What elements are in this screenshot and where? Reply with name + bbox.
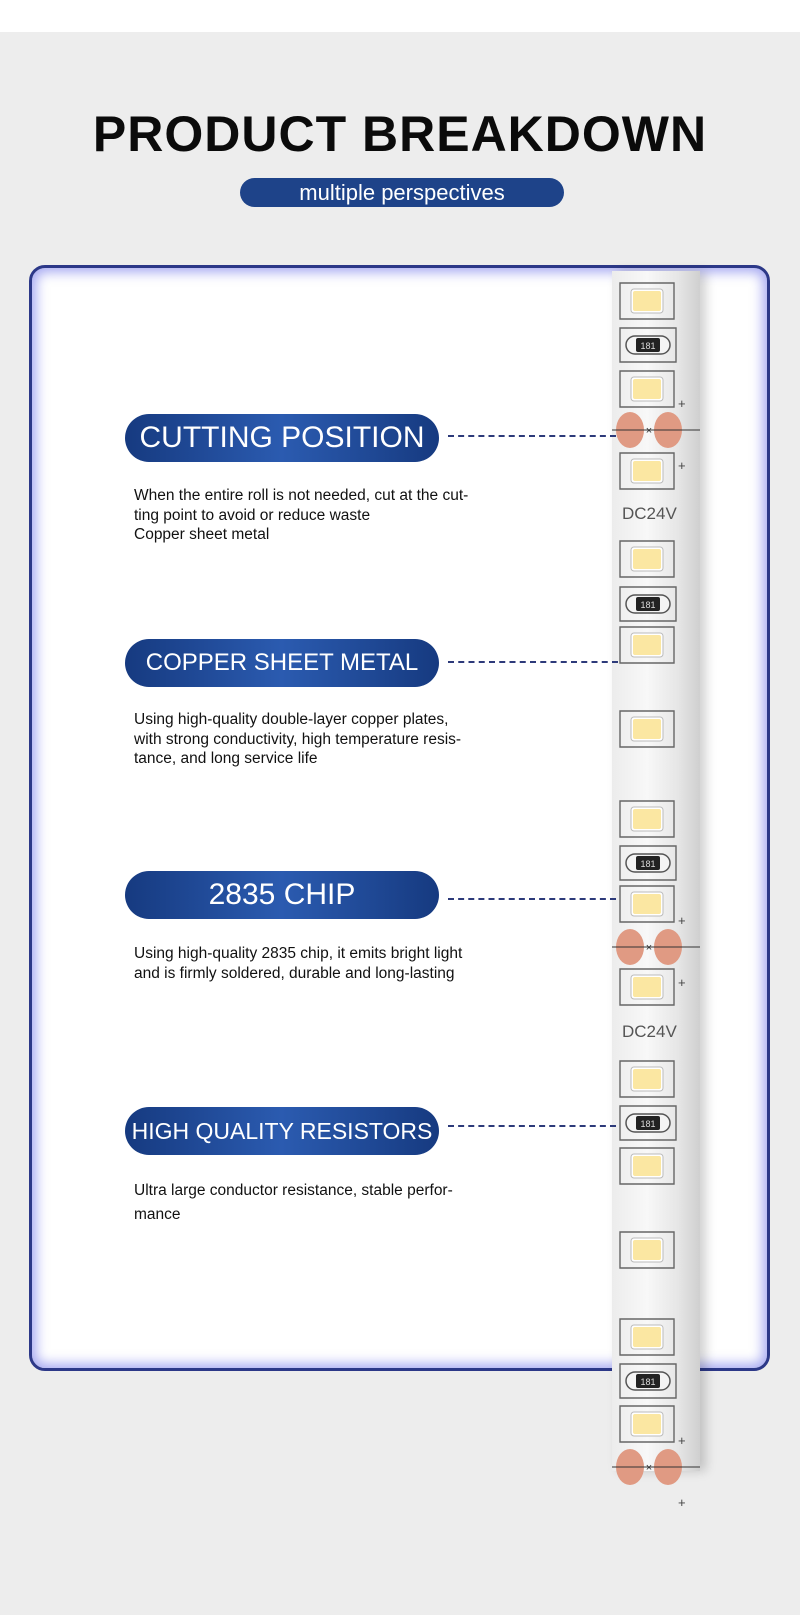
scissor-mark: × [645,942,653,954]
feature-2835-chip-description [134,944,514,983]
led-chip-emitter [633,1156,661,1176]
description-line: with strong conductivity, high temperature resis- [134,730,462,748]
feature-high-quality-resistors-description [134,1179,514,1227]
led-chip-emitter [633,461,661,481]
plus-sign: + [678,1495,686,1510]
resistors-leader-line [448,1125,616,1127]
led-chip-emitter [633,635,661,655]
led-chip-emitter [633,379,661,399]
resistor-code: 181 [640,1119,656,1129]
led-chip-emitter [633,1327,661,1347]
led-chip-emitter [633,291,661,311]
feature-copper-sheet-metal-description [134,710,514,769]
feature-2835-chip-label: 2835 CHIP [125,871,439,919]
plus-sign: + [678,396,686,411]
cutting-position-leader-line [448,435,616,437]
resistor-code: 181 [640,341,656,351]
chip-leader-line [448,898,616,900]
plus-sign: + [678,458,686,473]
voltage-label: DC24V [622,504,677,523]
feature-cutting-position-label: CUTTING POSITION [125,414,439,462]
description-line: Ultra large conductor resistance, stable perfor- [134,1182,453,1199]
led-chip-emitter [633,894,661,914]
description-line: mance [134,1206,181,1223]
led-chip-emitter [633,1069,661,1089]
description-line: Copper sheet metal [134,526,270,543]
led-chip-emitter [633,1240,661,1260]
led-strip-illustration [612,271,700,1510]
scissor-mark: × [645,1462,653,1474]
copper-sheet-leader-line [448,661,618,663]
led-chip-emitter [633,549,661,569]
description-line: tance, and long service life [134,750,318,767]
resistor-code: 181 [640,1377,656,1387]
feature-copper-sheet-metal-label: COPPER SHEET METAL [125,639,439,687]
feature-high-quality-resistors-label: HIGH QUALITY RESISTORS [125,1107,439,1155]
description-line: ting point to avoid or reduce waste [134,506,371,524]
resistor-code: 181 [640,600,656,610]
subtitle-badge: multiple perspectives [240,178,564,207]
scissor-mark: × [645,425,653,437]
led-strip-components [612,271,712,1510]
led-chip-emitter [633,719,661,739]
description-line: When the entire roll is not needed, cut at the cut- [134,487,469,504]
description-line: Using high-quality double-layer copper plates, [134,711,449,728]
feature-cutting-position-description [134,486,514,545]
plus-sign: + [678,975,686,990]
description-line: and is firmly soldered, durable and long-lasting [134,964,455,982]
plus-sign: + [678,913,686,928]
resistor-code: 181 [640,859,656,869]
led-chip-emitter [633,809,661,829]
plus-sign: + [678,1433,686,1448]
voltage-label: DC24V [622,1022,677,1041]
top-white-band [0,0,800,32]
description-line: Using high-quality 2835 chip, it emits bright light [134,945,463,962]
page-title: PRODUCT BREAKDOWN [92,106,708,162]
led-chip-emitter [633,1414,661,1434]
led-chip-emitter [633,977,661,997]
